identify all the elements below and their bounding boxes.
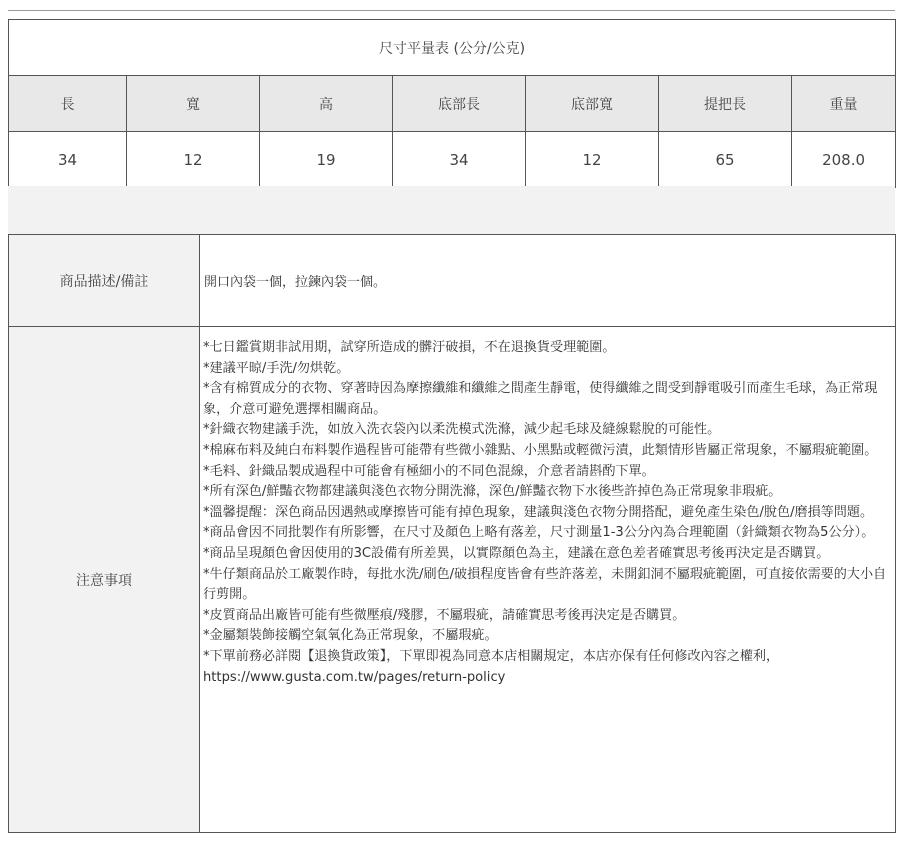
value-length: 34 [9,132,127,188]
notes-content [200,327,896,833]
note-item: *棉麻布料及純白布料製作過程皆可能帶有些微小雜點、小黑點或輕微污漬，此類情形皆屬正常現象，不屬瑕疵範圍。 [203,442,878,458]
note-item: *溫馨提醒：深色商品因遇熱或摩擦皆可能有掉色現象，建議與淺色衣物分開搭配，避免產生染色/脫色/磨損等問題。 [203,504,874,520]
note-item: *含有棉質成分的衣物、穿著時因為摩擦纖維和纖維之間產生靜電，使得纖維之間受到靜電吸引而產生毛球，為正常現象，介意可避免選擇相關商品。 [203,381,878,417]
size-table [8,19,896,188]
header-width: 寬 [127,76,260,132]
size-table-header-row [9,76,896,132]
value-bottom-length: 34 [393,132,526,188]
header-length: 長 [9,76,127,132]
note-item: *所有深色/鮮豔衣物都建議與淺色衣物分開洗滌，深色/鮮豔衣物下水後些許掉色為正常現象非瑕疵。 [203,484,782,500]
description-label: 商品描述/備註 [9,235,200,327]
note-item: *針織衣物建議手洗，如放入洗衣袋內以柔洗模式洗滌，減少起毛球及縫線鬆脫的可能性。 [203,422,721,438]
header-bottom-width: 底部寬 [526,76,659,132]
notes-list [203,338,891,688]
note-item: *下單前務必詳閱【退換貨政策】，下單即視為同意本店相關規定，本店亦保有任何修改內容之權利，https://www.gusta.com.tw/pages/return-policy [203,648,780,685]
header-bottom-length: 底部長 [393,76,526,132]
top-divider [8,10,895,11]
note-item: *七日鑑賞期非試用期，試穿所造成的髒汙破損，不在退換貨受理範圍。 [203,340,616,355]
header-handle-length: 提把長 [659,76,792,132]
value-width: 12 [127,132,260,188]
header-weight: 重量 [792,76,896,132]
header-height: 高 [260,76,393,132]
notes-label: 注意事項 [9,327,200,833]
note-item: *建議平晾/手洗/勿烘乾。 [203,360,350,376]
value-bottom-width: 12 [526,132,659,188]
value-weight: 208.0 [792,132,896,188]
note-item: *金屬類裝飾接觸空氣氧化為正常現象，不屬瑕疵。 [203,628,498,644]
note-item: *商品呈現顏色會因使用的3C設備有所差異，以實際顏色為主，建議在意色差者確實思考後再決定是否購買。 [203,545,830,561]
size-table-title: 尺寸平量表 (公分/公克) [9,20,896,76]
product-info-table [8,234,896,833]
size-table-value-row [9,132,896,188]
note-item: *商品會因不同批製作有所影響，在尺寸及顏色上略有落差，尺寸測量1-3公分內為合理範圍（針織類衣物為5公分）。 [203,525,875,541]
section-spacer [8,186,895,234]
notes-row [9,327,896,833]
note-item: *毛料、針織品製成過程中可能會有極細小的不同色混線，介意者請斟酌下單。 [203,463,655,479]
note-item: *皮質商品出廠皆可能有些微壓痕/殘膠，不屬瑕疵，請確實思考後再決定是否購買。 [203,607,686,623]
note-item: *牛仔類商品於工廠製作時，每批水洗/刷色/破損程度皆會有些許落差，未開釦洞不屬瑕疵範圍，可直接依需要的大小自行剪開。 [203,566,887,603]
description-text: 開口內袋一個，拉鍊內袋一個。 [200,235,896,327]
description-row [9,235,896,327]
value-handle-length: 65 [659,132,792,188]
value-height: 19 [260,132,393,188]
